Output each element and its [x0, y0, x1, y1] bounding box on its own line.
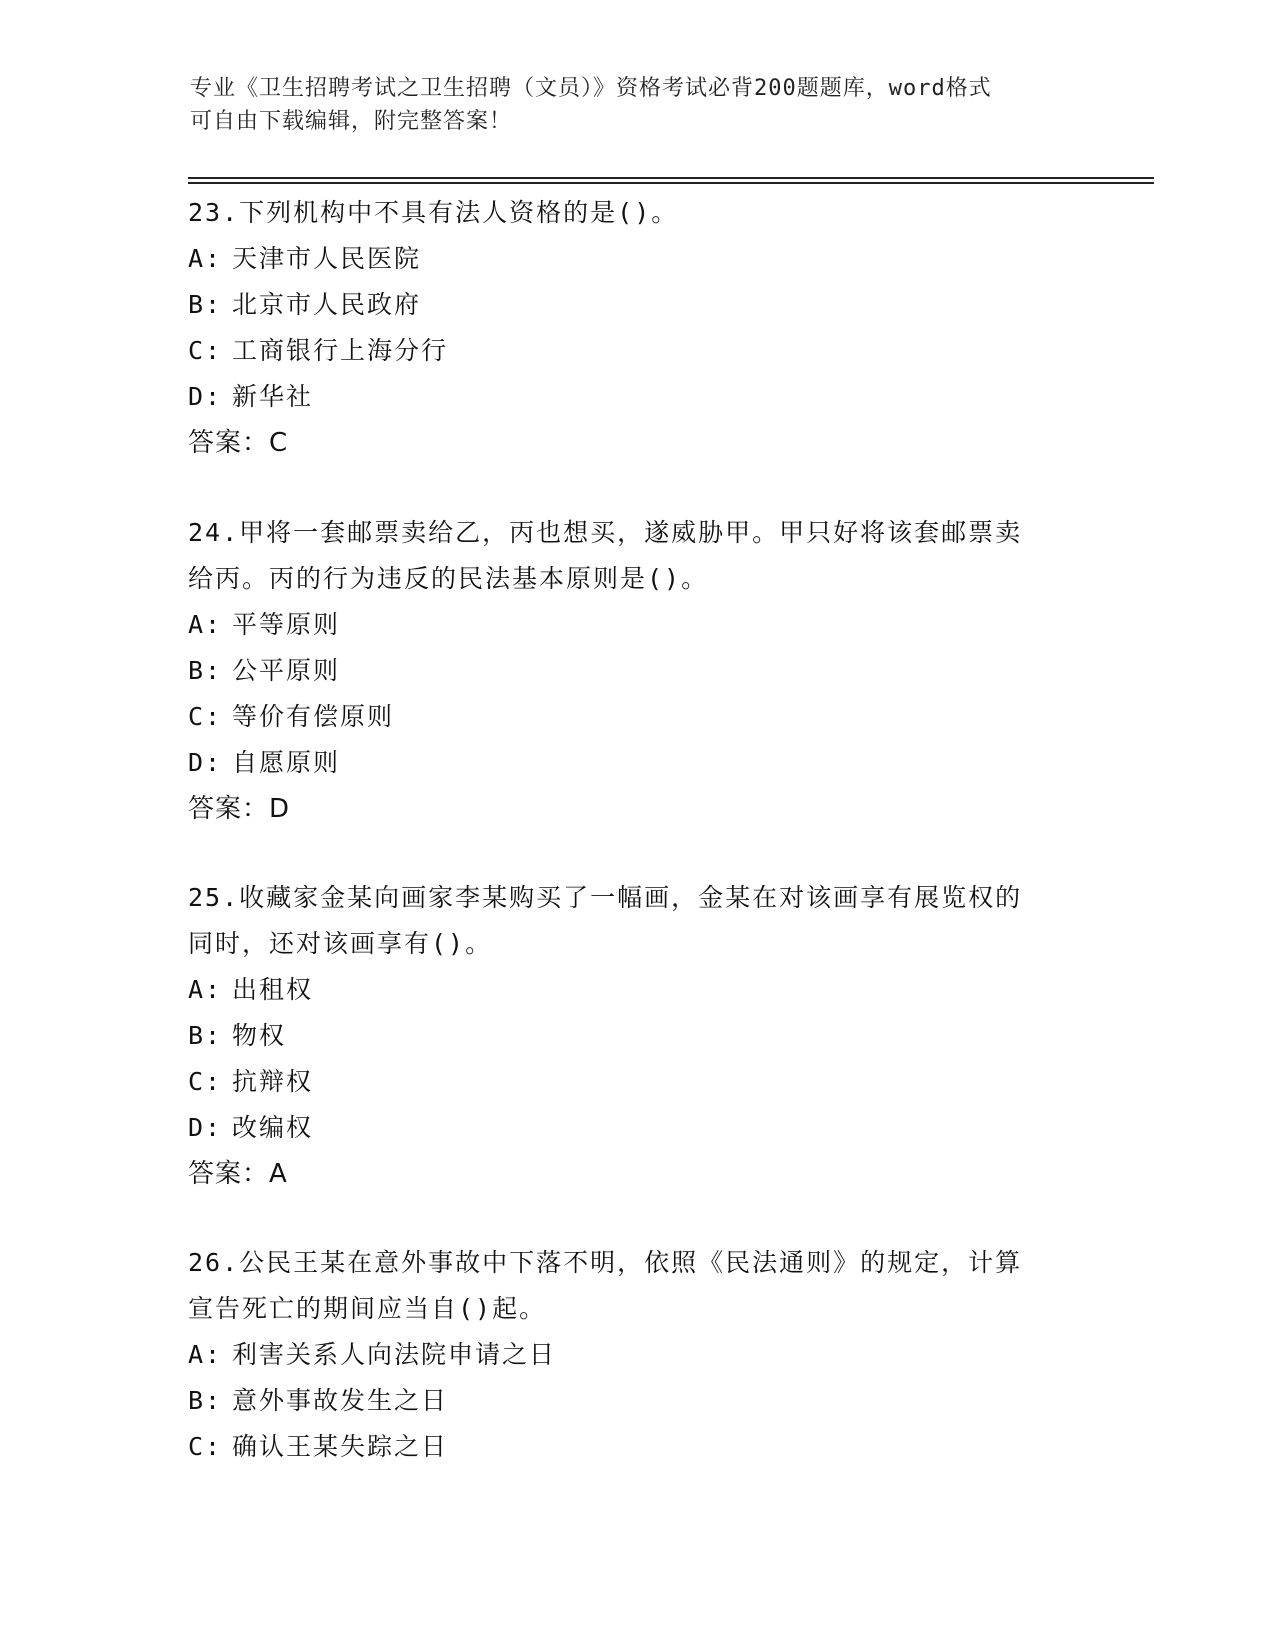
option-letter: B: [188, 1386, 223, 1415]
option-c [188, 1059, 1088, 1105]
option-letter: A: [188, 610, 223, 639]
option-text: 平等原则 [232, 610, 341, 639]
document-header [190, 72, 1090, 138]
question-stem-line-2: 给丙。丙的行为违反的民法基本原则是()。 [188, 564, 709, 593]
option-a [188, 236, 1088, 282]
option-b [188, 648, 1088, 694]
question-stem: 23.下列机构中不具有法人资格的是()。 [188, 198, 679, 227]
option-letter: C: [188, 1067, 223, 1096]
question-stem-line-2: 宣告死亡的期间应当自()起。 [188, 1294, 547, 1323]
question-25 [188, 875, 1088, 1197]
option-d [188, 1105, 1088, 1151]
option-text: 北京市人民政府 [232, 290, 422, 319]
option-d [188, 740, 1088, 786]
option-letter: B: [188, 1021, 223, 1050]
option-letter: A: [188, 975, 223, 1004]
option-text: 自愿原则 [232, 748, 341, 777]
question-stem-line-2: 同时，还对该画享有()。 [188, 929, 493, 958]
option-letter: D: [188, 1113, 223, 1142]
option-text: 天津市人民医院 [232, 244, 422, 273]
option-text: 工商银行上海分行 [232, 336, 449, 365]
option-text: 确认王某失踪之日 [232, 1432, 449, 1461]
option-text: 等价有偿原则 [232, 702, 395, 731]
header-divider-bottom [188, 182, 1154, 184]
option-b [188, 1013, 1088, 1059]
question-23 [188, 190, 1088, 466]
question-stem-line-1: 25.收藏家金某向画家李某购买了一幅画，金某在对该画享有展览权的 [188, 883, 1023, 912]
option-text: 新华社 [232, 382, 314, 411]
option-text: 物权 [232, 1021, 287, 1050]
answer: 答案：C [188, 428, 289, 458]
option-letter: B: [188, 656, 223, 685]
question-stem-line-1: 26.公民王某在意外事故中下落不明，依照《民法通则》的规定，计算 [188, 1248, 1023, 1277]
header-divider-top [188, 177, 1154, 179]
option-d [188, 374, 1088, 420]
option-letter: C: [188, 1432, 223, 1461]
option-text: 利害关系人向法院申请之日 [232, 1340, 557, 1369]
question-24 [188, 510, 1088, 832]
option-text: 公平原则 [232, 656, 341, 685]
option-text: 改编权 [232, 1113, 314, 1142]
option-letter: A: [188, 1340, 223, 1369]
option-c [188, 328, 1088, 374]
option-letter: C: [188, 702, 223, 731]
answer: 答案：D [188, 794, 291, 824]
header-line-1: 专业《卫生招聘考试之卫生招聘（文员）》资格考试必背200题题库，word格式 [190, 76, 992, 101]
option-c [188, 1424, 1088, 1470]
option-c [188, 694, 1088, 740]
option-a [188, 967, 1088, 1013]
option-letter: D: [188, 382, 223, 411]
option-letter: A: [188, 244, 223, 273]
option-letter: C: [188, 336, 223, 365]
option-letter: D: [188, 748, 223, 777]
option-a [188, 602, 1088, 648]
header-line-2: 可自由下载编辑，附完整答案！ [190, 109, 513, 134]
question-26 [188, 1240, 1088, 1470]
question-stem-line-1: 24.甲将一套邮票卖给乙，丙也想买，遂威胁甲。甲只好将该套邮票卖 [188, 518, 1023, 547]
option-text: 出租权 [232, 975, 314, 1004]
answer: 答案：A [188, 1159, 288, 1189]
option-text: 意外事故发生之日 [232, 1386, 449, 1415]
option-b [188, 1378, 1088, 1424]
option-letter: B: [188, 290, 223, 319]
option-b [188, 282, 1088, 328]
option-a [188, 1332, 1088, 1378]
option-text: 抗辩权 [232, 1067, 314, 1096]
